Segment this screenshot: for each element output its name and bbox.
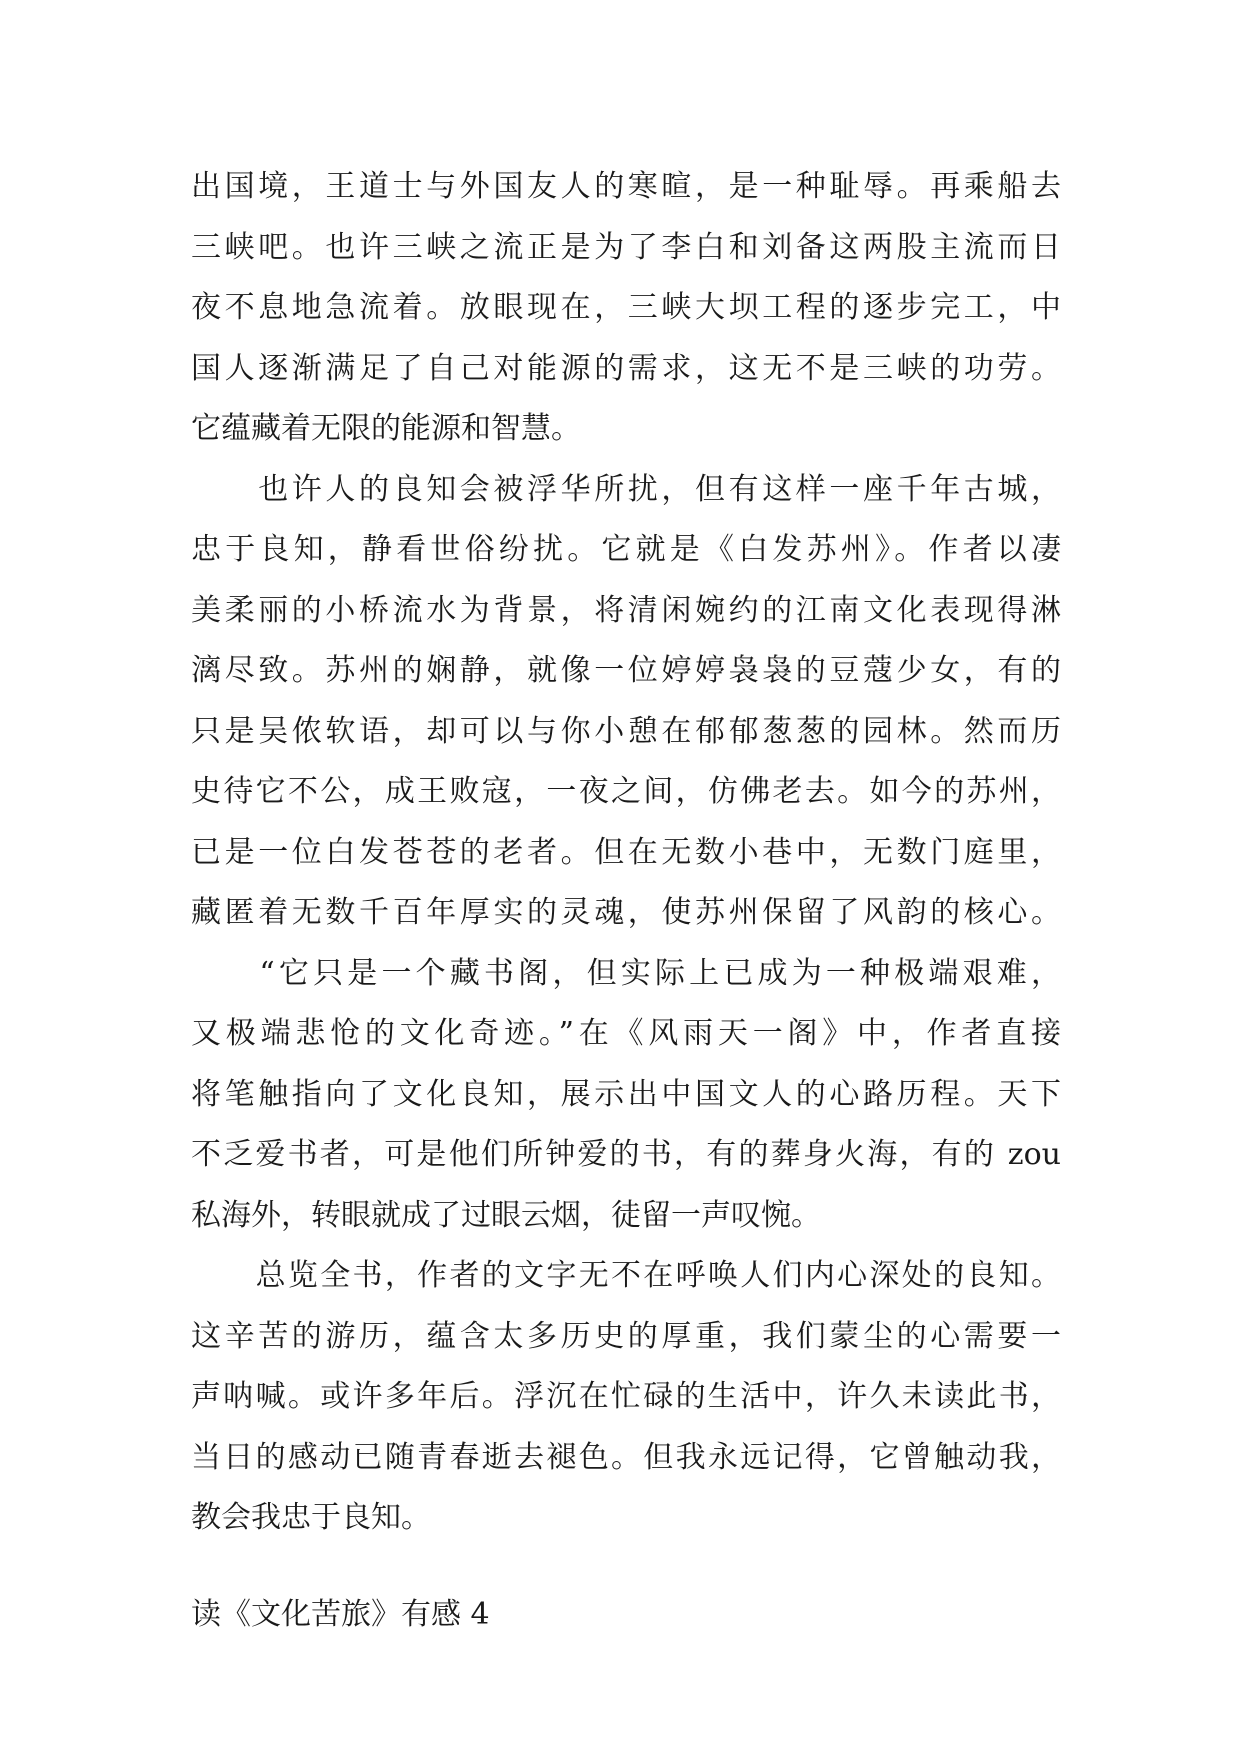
text-line: 藏匿着无数千百年厚实的灵魂，使苏州保留了风韵的核心。 <box>191 895 1061 930</box>
text-line: 出国境，王道士与外国友人的寒暄，是一种耻辱。再乘船去 <box>191 169 1061 204</box>
text-line: 将笔触指向了文化良知，展示出中国文人的心路历程。天下 <box>191 1076 1061 1112</box>
text-line: 夜不息地急流着。放眼现在，三峡大坝工程的逐步完工，中 <box>191 290 1061 325</box>
text-line: 教会我忠于良知。 <box>191 1500 431 1535</box>
text-line: 不乏爱书者，可是他们所钟爱的书，有的葬身火海，有的 zou <box>191 1137 1061 1172</box>
paragraph-4 <box>191 1246 1061 1549</box>
text-line: 已是一位白发苍苍的老者。但在无数小巷中，无数门庭里， <box>191 834 1061 870</box>
text-line: 声呐喊。或许多年后。浮沉在忙碌的生活中，许久未读此书， <box>191 1379 1061 1414</box>
paragraph-1 <box>191 157 1061 460</box>
text-line: 三峡吧。也许三峡之流正是为了李白和刘备这两股主流而日 <box>191 229 1061 265</box>
text-line: 当日的感动已随青春逝去褪色。但我永远记得，它曾触动我， <box>191 1439 1061 1475</box>
text-line: 忠于良知，静看世俗纷扰。它就是《白发苏州》。作者以凄 <box>191 532 1061 567</box>
body-text <box>191 157 1061 1549</box>
text-line: 漓尽致。苏州的娴静，就像一位婷婷袅袅的豆蔻少女，有的 <box>191 653 1061 688</box>
text-line: 私海外，转眼就成了过眼云烟，徒留一声叹惋。 <box>191 1197 821 1233</box>
text-line: 总览全书，作者的文字无不在呼唤人们内心深处的良知。 <box>191 1258 1061 1293</box>
text-line: 只是吴侬软语，却可以与你小憩在郁郁葱葱的园林。然而历 <box>191 713 1061 749</box>
section-heading: 读《文化苦旅》有感 4 <box>191 1597 490 1632</box>
text-line: 也许人的良知会被浮华所扰，但有这样一座千年古城， <box>191 471 1061 507</box>
text-line: 国人逐渐满足了自己对能源的需求，这无不是三峡的功劳。 <box>191 350 1061 386</box>
text-line: 美柔丽的小桥流水为背景，将清闲婉约的江南文化表现得淋 <box>191 592 1061 628</box>
text-line: 这辛苦的游历，蕴含太多历史的厚重，我们蒙尘的心需要一 <box>191 1318 1061 1354</box>
text-line: 史待它不公，成王败寇，一夜之间，仿佛老去。如今的苏州， <box>191 774 1061 809</box>
paragraph-3 <box>191 944 1061 1247</box>
paragraph-2 <box>191 460 1061 944</box>
text-line: 又极端悲怆的文化奇迹。”在《风雨天一阁》中，作者直接 <box>191 1016 1061 1051</box>
text-line: 它蕴藏着无限的能源和智慧。 <box>191 411 581 446</box>
text-line: “它只是一个藏书阁，但实际上已成为一种极端艰难， <box>191 955 1061 991</box>
